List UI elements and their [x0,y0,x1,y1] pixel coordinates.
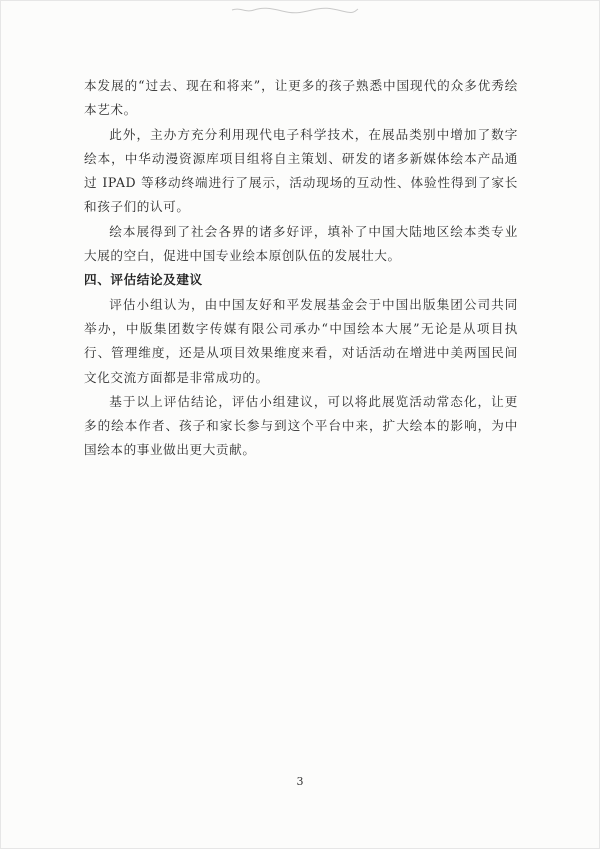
paragraph: 基于以上评估结论，评估小组建议，可以将此展览活动常态化，让更多的绘本作者、孩子和家长参与到这个平台中来，扩大绘本的影响，为中国绘本的事业做出更大贡献。 [84,393,518,458]
page-number: 3 [296,775,304,788]
paragraph: 评估小组认为，由中国友好和平发展基金会于中国出版集团公司共同举办，中版集团数字传媒有限公司承办“中国绘本大展”无论是从项目执行、管理维度，还是从项目效果维度来看，对话活动在增进中美两国民间文化交流方面都是非常成功的。 [84,296,518,385]
paragraph: 绘本展得到了社会各界的诸多好评，填补了中国大陆地区绘本类专业大展的空白，促进中国专业绘本原创队伍的发展壮大。 [84,223,518,264]
paragraph: 本发展的“过去、现在和将来”，让更多的孩子熟悉中国现代的众多优秀绘本艺术。 [84,78,518,118]
section-heading: 四、评估结论及建议 [84,272,203,288]
document-body [84,74,518,463]
scan-artifact-mark [230,6,360,14]
paragraph: 此外，主办方充分利用现代电子科学技术，在展品类别中增加了数字绘本，中华动漫资源库项目组将自主策划、研发的诸多新媒体绘本产品通过 IPAD 等移动终端进行了展示，活动现场的互动性、体验性得到了家长和孩子们的认可。 [84,126,518,215]
